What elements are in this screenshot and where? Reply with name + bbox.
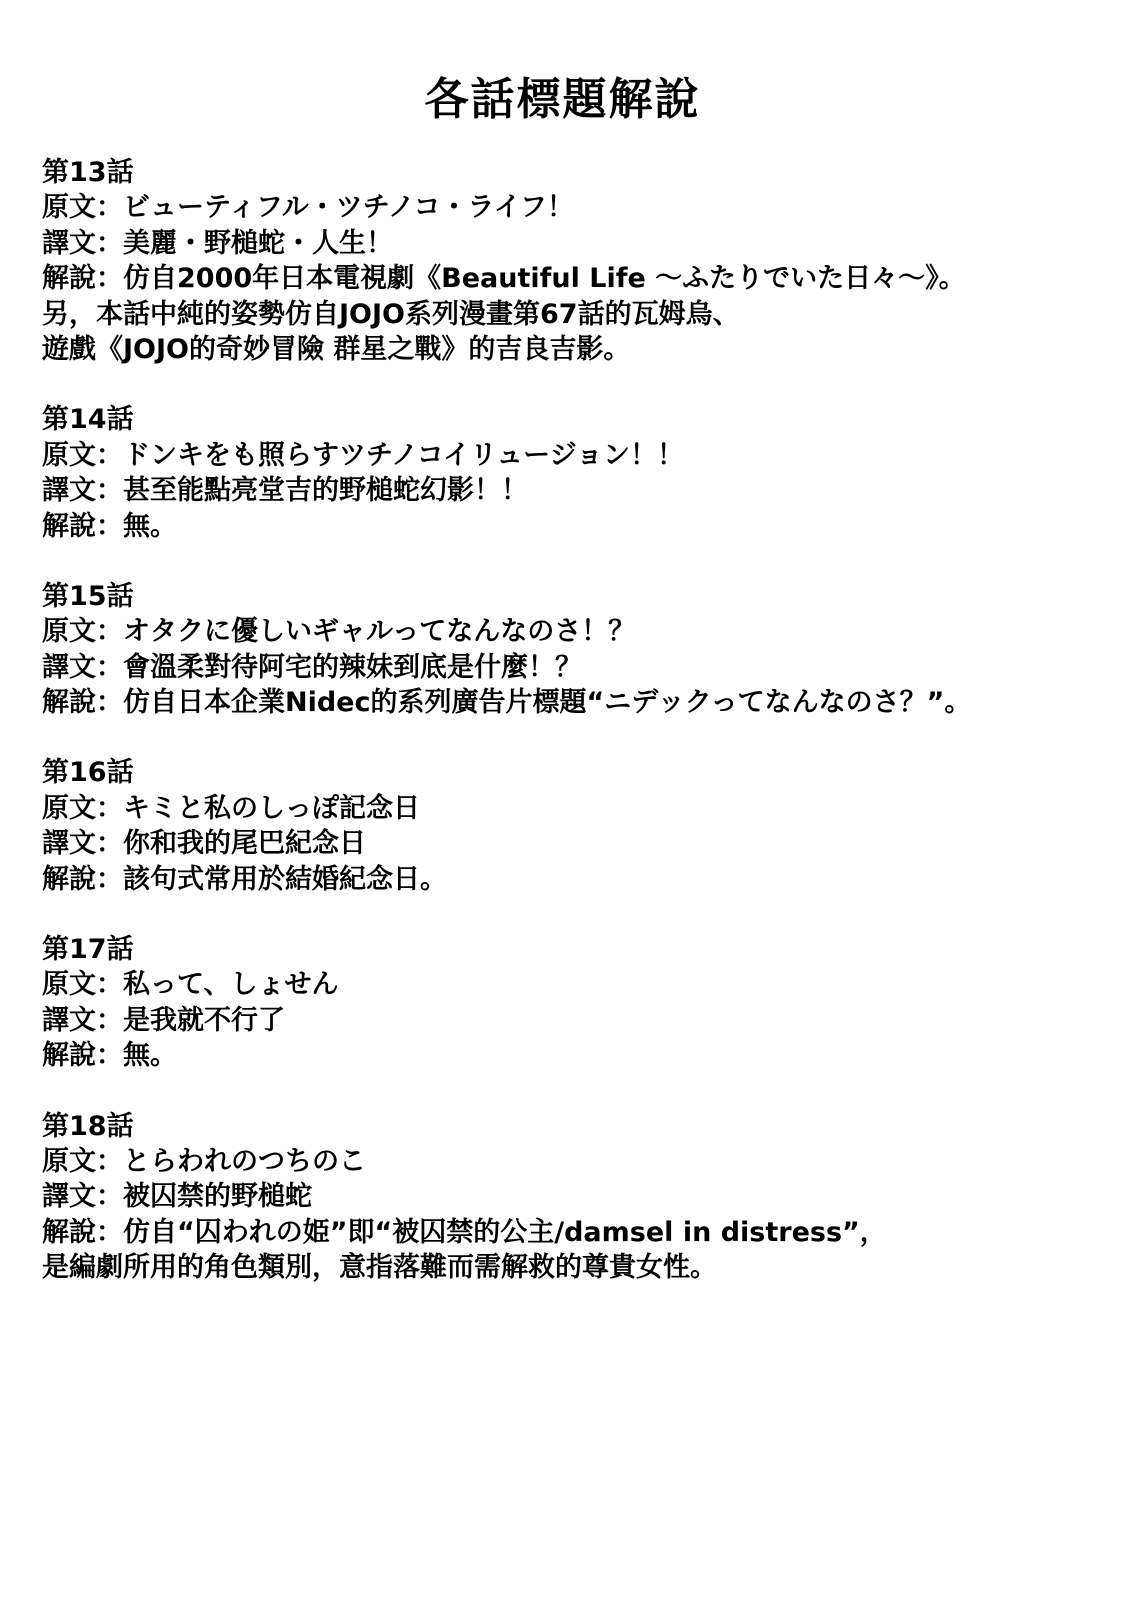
page-title: 各話標題解說 xyxy=(424,74,701,125)
note-text: 仿自2000年日本電視劇《Beautiful Life ～ふたりでいた日々～》。 xyxy=(123,263,966,295)
episode-entry-13 xyxy=(42,155,1102,367)
episode-entry-18 xyxy=(42,1109,1102,1286)
original-title-line xyxy=(42,438,1102,473)
original-title: キミと私のしっぽ記念日 xyxy=(123,792,420,824)
original-label: 原文 ： xyxy=(42,793,123,824)
note-continuation: 遊戲《JOJO的奇妙冒險 群星之戰》的吉良吉影。 xyxy=(42,333,631,365)
episode-entry-14 xyxy=(42,402,1102,544)
note-continuation: 是編劇所用的角色類別，意指落難而需解救的尊貴女性。 xyxy=(42,1252,717,1284)
original-title: 私って、しょせん xyxy=(123,969,339,1001)
episode-heading: 第13話 xyxy=(42,157,134,188)
translation-label: 譯文 ： xyxy=(42,475,123,506)
translation-line xyxy=(42,650,1102,685)
translation-line xyxy=(42,826,1102,861)
translation-text: 美麗・野槌蛇・人生！ xyxy=(123,227,393,259)
original-title-line xyxy=(42,1144,1102,1179)
note-label: 解說 ： xyxy=(42,864,123,895)
original-title: ビューティフル・ツチノコ・ライフ！ xyxy=(123,192,574,224)
original-title-line xyxy=(42,791,1102,826)
note-label: 解說 ： xyxy=(42,511,123,542)
original-label: 原文 ： xyxy=(42,616,123,647)
note-label: 解說 ： xyxy=(42,263,123,294)
episode-entry-17 xyxy=(42,932,1102,1074)
translation-label: 譯文 ： xyxy=(42,1005,123,1036)
translation-text: 被囚禁的野槌蛇 xyxy=(123,1181,312,1213)
episode-entry-16 xyxy=(42,755,1102,897)
note-line xyxy=(42,862,1102,897)
translation-text: 你和我的尾巴紀念日 xyxy=(123,828,366,860)
note-line xyxy=(42,685,1102,720)
episode-entry-15 xyxy=(42,579,1102,721)
episode-heading: 第14話 xyxy=(42,404,134,436)
episode-heading: 第15話 xyxy=(42,580,134,612)
original-title-line xyxy=(42,614,1102,649)
note-label: 解說 ： xyxy=(42,1217,123,1248)
episode-heading: 第18話 xyxy=(42,1110,134,1142)
translation-line xyxy=(42,1179,1102,1214)
note-line xyxy=(42,261,1102,296)
note-line xyxy=(42,1215,1102,1250)
note-text: 該句式常用於結婚紀念日。 xyxy=(123,863,447,895)
note-text: 仿自“囚われの姫”即“被囚禁的公主/damsel in distress”， xyxy=(123,1216,887,1248)
translation-label: 譯文 ： xyxy=(42,652,123,683)
original-title-line xyxy=(42,967,1102,1002)
original-title-line xyxy=(42,190,1102,225)
original-label: 原文 ： xyxy=(42,192,123,223)
translation-label: 譯文 ： xyxy=(42,1181,123,1212)
episode-title-list xyxy=(42,155,1102,1321)
original-label: 原文 ： xyxy=(42,440,123,471)
original-title: ドンキをも照らすツチノコイリュージョン！！ xyxy=(123,439,685,471)
note-line xyxy=(42,1038,1102,1073)
translation-text: 會溫柔對待阿宅的辣妹到底是什麼！？ xyxy=(123,651,582,683)
translation-line xyxy=(42,226,1102,261)
translation-line xyxy=(42,473,1102,508)
translation-label: 譯文 ： xyxy=(42,828,123,859)
original-label: 原文 ： xyxy=(42,969,123,1000)
note-label: 解說 ： xyxy=(42,1040,123,1071)
note-line xyxy=(42,509,1102,544)
original-title: とらわれのつちのこ xyxy=(123,1145,366,1177)
episode-heading: 第16話 xyxy=(42,757,134,789)
translation-text: 甚至能點亮堂吉的野槌蛇幻影！！ xyxy=(123,475,528,507)
note-label: 解說 ： xyxy=(42,687,123,718)
note-text: 仿自日本企業Nidec的系列廣告片標題“ニデックってなんなのさ？”。 xyxy=(123,687,972,719)
translation-text: 是我就不行了 xyxy=(123,1004,285,1036)
translation-label: 譯文 ： xyxy=(42,228,123,259)
episode-heading: 第17話 xyxy=(42,934,134,966)
translation-line xyxy=(42,1003,1102,1038)
original-label: 原文 ： xyxy=(42,1146,123,1177)
note-text: 無。 xyxy=(123,1040,177,1072)
note-text: 無。 xyxy=(123,510,177,542)
note-continuation: 另，本話中純的姿勢仿自JOJO系列漫畫第67話的瓦姆烏、 xyxy=(42,298,740,330)
original-title: オタクに優しいギャルってなんなのさ！？ xyxy=(123,616,636,648)
